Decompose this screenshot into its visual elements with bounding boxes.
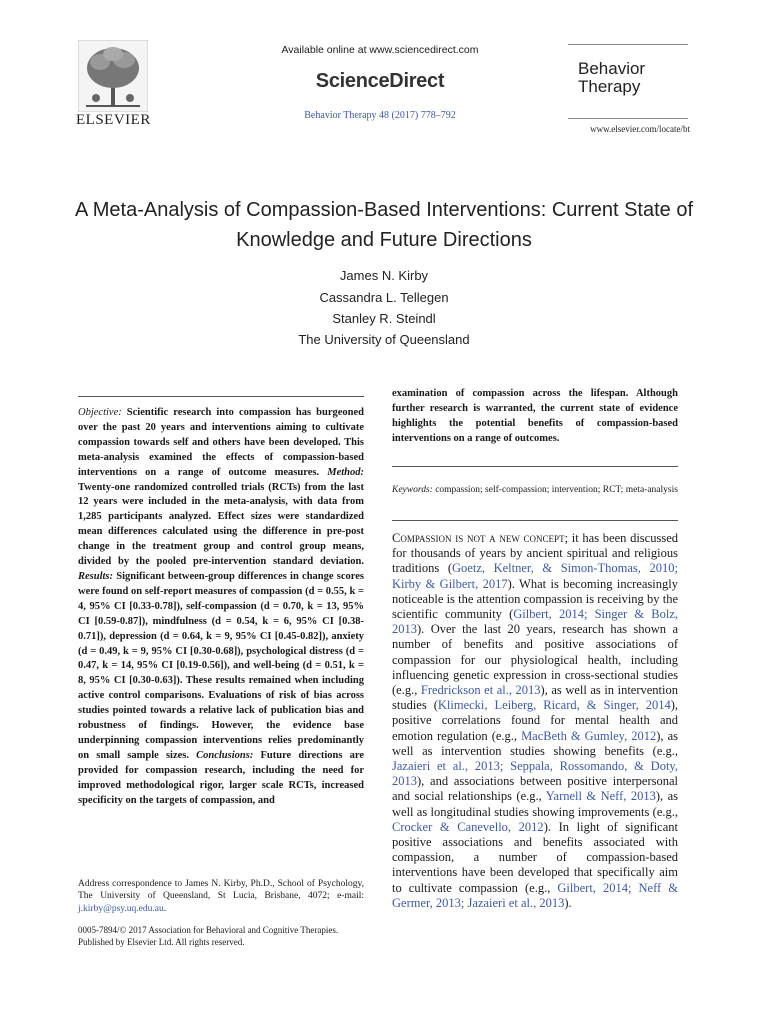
citation-link[interactable]: Crocker & Canevello, 2012 [392,819,544,834]
abstract-bottom-rule [392,466,678,467]
citation-link[interactable]: Gilbert, 2014; Singer & Bolz, 2013 [392,607,678,637]
correspondence-text: Address correspondence to James N. Kirby, Ph.D., School of Psychology, The University of Queensland, St Lucia, Brisbane, 4072; e-mail: [78,879,364,902]
abstract-continued: examination of compassion across the lifespan. Although further research is warranted, the current state of evidence highlights the potential benefits of compassion-based interventions on a range of outcomes. [392,388,678,444]
journal-title-line2: Therapy [578,77,641,96]
results-text: Significant between-group differences in change scores were found on self-report measures of compassion (d = 0.55, k = 4, 95% CI [0.33-0.78]), self-compassion (d = 0.70, k = 13, 95% CI [0.59-0.87]), mindfulness (d = 0.54, k = 6, 95% CI [0.38-0.71]), depression (d = 0.64, k = 9, 95% CI [0.45-0.82]), anxiety (d = 0.49, k = 9, 95% CI [0.30-0.68]), psychological distress (d = 0.47, k = 14, 95% CI [0.19-0.56]), and well-being (d = 0.51, k = 8, 95% CI [0.30-0.63]). These results remained when including active control comparisons. Evaluations of risk of bias across studies pointed towards a relative lack of publication bias and robustness of findings. However, the evidence base underpinning compassion interventions relies predominantly on small sample sizes. [78,570,364,761]
introduction-paragraph [392,531,678,911]
copyright-notice: 0005-7894/© 2017 Association for Behavioral and Cognitive Therapies. Published by Elsevier Ltd. All rights reserved. [78,925,339,948]
journal-url-link[interactable]: www.elsevier.com/locate/bt [590,124,690,134]
body-text-8: ), as well as longitudinal studies showing improvements (e.g., [392,789,678,819]
email-link[interactable]: j.kirby@psy.uq.edu.au [78,903,164,914]
method-text: Twenty-one randomized controlled trials (RCTs) from the last 12 years were included in the meta-analysis, with data from 1,285 participants analyzed. Effect sizes were standardized mean differences calculated using the difference in pre-post change in the treatment group and control group means, divided by the pooled pre-intervention standard deviation. [78,481,364,568]
citation-link[interactable]: Yarnell & Neff, 2013 [545,789,656,804]
abstract [78,406,364,808]
journal-reference-link[interactable]: Behavior Therapy 48 (2017) 778–792 [304,110,456,121]
method-label: Method: [319,466,364,478]
journal-title [578,60,645,96]
body-text-7: ), and associations between positive interpersonal and social relationships (e.g., [392,774,678,804]
keywords [392,484,678,497]
keywords-label: Keywords: [392,485,433,495]
body-text-6: ), as well as intervention studies showing benefits (e.g., [392,728,678,758]
citation-link[interactable]: Gilbert, 2014; Neff & Germer, 2013; Jazaieri et al., 2013 [392,880,678,910]
results-label: Results: [78,570,114,582]
author-1: James N. Kirby [339,268,429,283]
objective-text: Scientific research into compassion has burgeoned over the past 20 years and interventions aiming to cultivate compassion towards self and others have been developed. This meta-analysis examined the effects of compassion-based interventions on a range of outcome measures. [78,407,364,478]
body-text-9: ). In light of significant positive associations and benefits associated with compassion, a number of compassion-based interventions have been developed that specifically aim to cultivate compassion (e.g., [392,819,679,895]
citation-link[interactable]: Fredrickson et al., 2013 [420,683,541,698]
lead-in: Compassion is not a new concept [392,531,565,545]
citation-link[interactable]: Klimecki, Leiberg, Ricard, & Singer, 2014 [437,698,671,713]
keywords-text: compassion; self-compassion; intervention; RCT; meta-analysis [432,485,678,495]
elsevier-tree-logo [78,40,148,112]
author-2: Cassandra L. Tellegen [319,290,449,305]
keywords-bottom-rule [392,520,678,521]
citation-link[interactable]: MacBeth & Gumley, 2012 [521,728,657,743]
body-text-10: ). [564,895,572,910]
body-text-1: ; it has been discussed for thousands of years by ancient spiritual and religious traditions ( [392,531,678,576]
body-text-5: ), positive correlations found for mental health and emotion regulation (e.g., [392,698,678,743]
author-3: Stanley R. Steindl [332,311,436,326]
available-online-text: Available online at www.sciencedirect.com [281,44,479,56]
footnote-period: . [163,903,167,914]
conclusions-text: Future directions are provided for compassion research, including the need for improved methodological rigor, larger scale RCTs, increased specificity on the targets of compassion, and [78,749,365,806]
journal-title-rule-top [568,44,688,45]
journal-title-line1: Behavior [578,59,646,78]
body-text-3: ). Over the last 20 years, research has shown a number of benefits and positive associations of compassion for our physiological health, including influencing genetic expression in cross-sectional studies (e.g., [392,622,678,698]
body-text-4: ), as well as in intervention studies ( [392,683,678,713]
objective-label: Objective: [78,407,122,418]
journal-title-rule-bottom [568,118,688,119]
conclusions-label: Conclusions: [188,749,254,761]
affiliation: The University of Queensland [298,332,470,347]
abstract-top-rule [78,396,364,397]
correspondence-footnote [78,878,364,915]
citation-link[interactable]: Jazaieri et al., 2013; Seppala, Rossomando, & Doty, 2013 [392,759,678,789]
body-text-2: ). What is becoming increasingly noticeable is the attention compassion is receiving by the scientific community ( [392,576,678,622]
citation-link[interactable]: Goetz, Keltner, & Simon-Thomas, 2010; Kirby & Gilbert, 2017 [392,561,678,591]
sciencedirect-logo: ScienceDirect [315,70,445,92]
article-title: A Meta-Analysis of Compassion-Based Interventions: Current State of Knowledge and Future Directions [74,199,694,251]
publisher-name: ELSEVIER [76,112,151,128]
